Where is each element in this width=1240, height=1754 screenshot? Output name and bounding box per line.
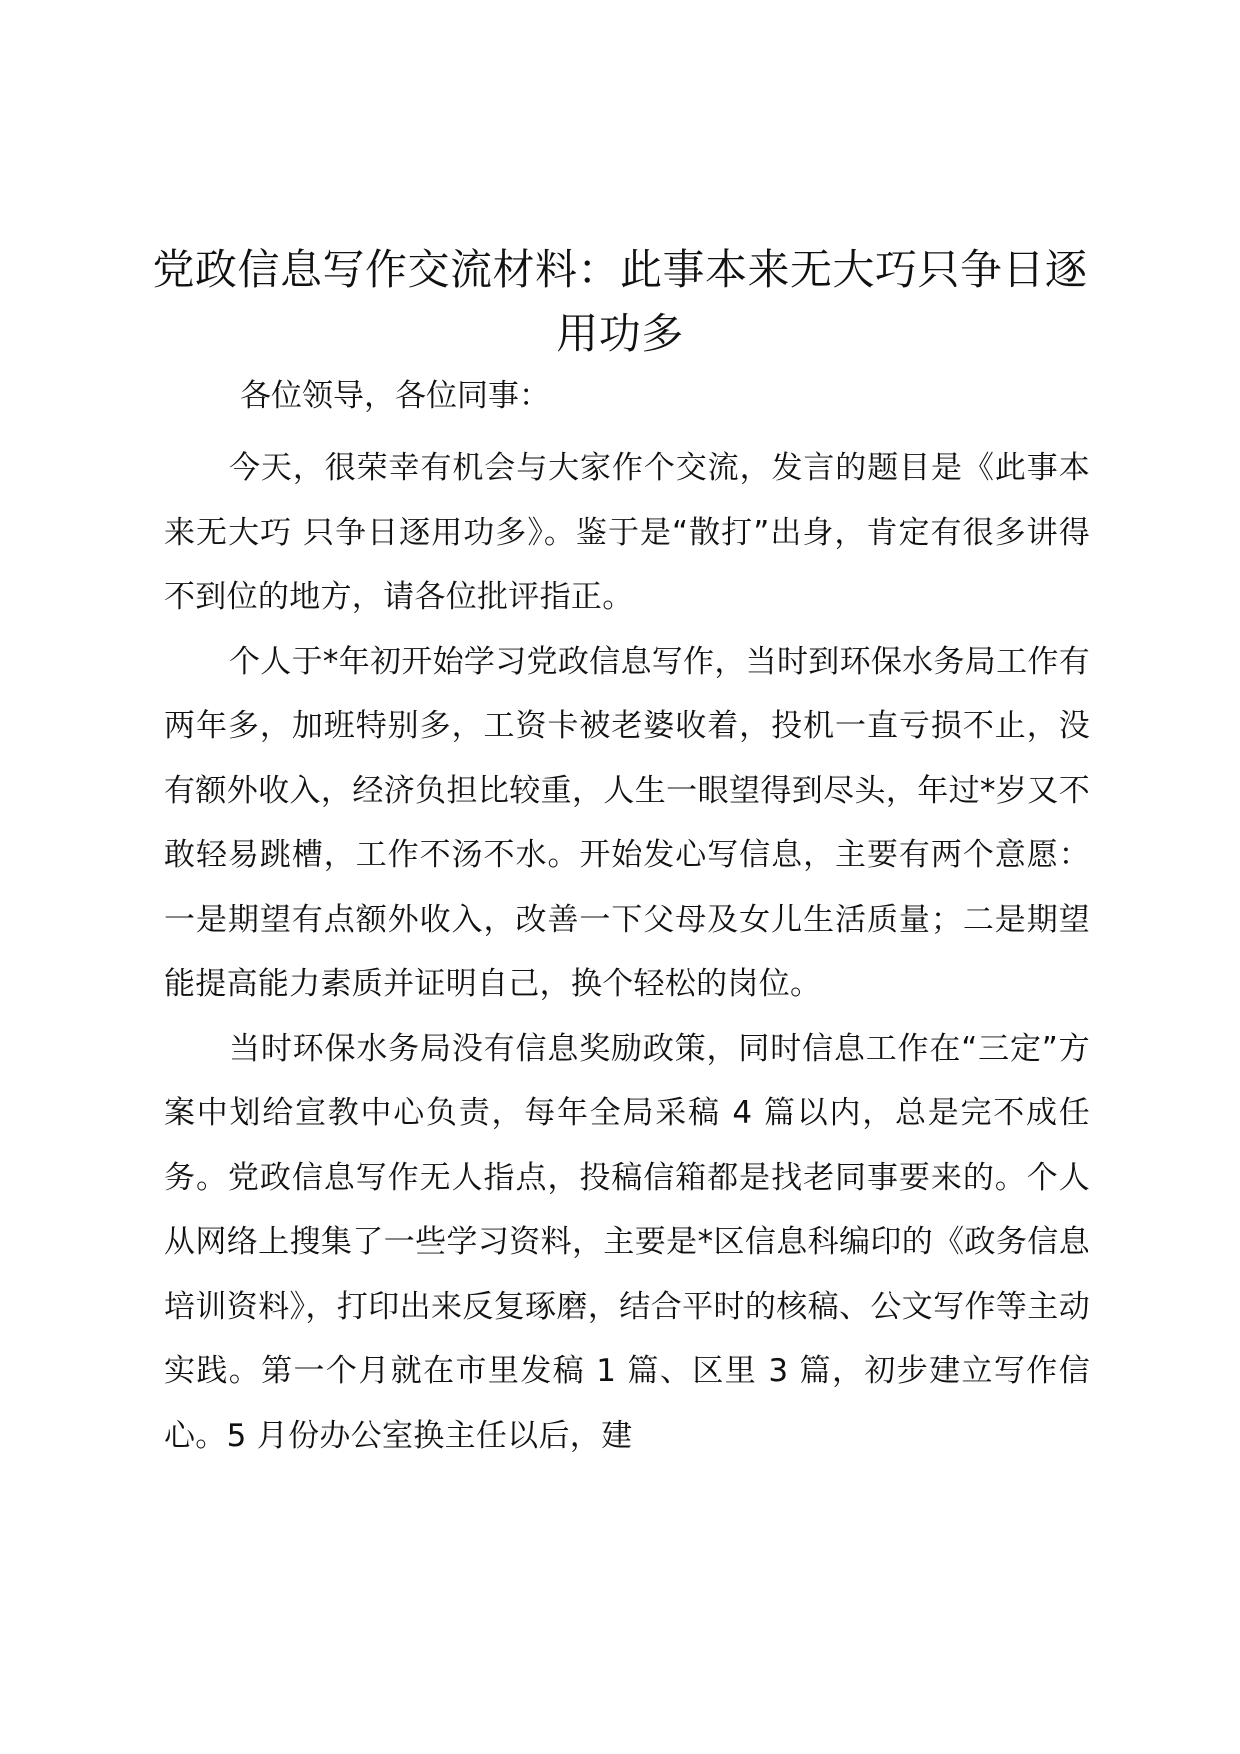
paragraph-intro: 今天，很荣幸有机会与大家作个交流，发言的题目是《此事本来无大巧 只争日逐用功多》。鉴于是“散打”出身，肯定有很多讲得不到位的地方，请各位批评指正。 <box>164 450 1090 615</box>
document-body <box>164 436 1090 1468</box>
paragraph-practice: 当时环保水务局没有信息奖励政策，同时信息工作在“三定”方案中划给宣教中心负责，每年全局采稿 4 篇以内，总是完不成任务。党政信息写作无人指点，投稿信箱都是找老同事要来的。个人从网络上搜集了一些学习资料，主要是*区信息科编印的《政务信息培训资料》，打印出来反复琢磨，结合平时的核稿、公文写作等主动实践。第一个月就在市里发稿 1 篇、区里 3 篇，初步建立写作信心。5 月份办公室换主任以后，建 <box>164 1030 1090 1454</box>
salutation: 各位领导，各位同事： <box>240 378 550 414</box>
document-title: 党政信息写作交流材料：此事本来无大巧只争日逐用功多 <box>152 245 1088 358</box>
paragraph-background: 个人于*年初开始学习党政信息写作，当时到环保水务局工作有两年多，加班特别多，工资卡被老婆收着，投机一直亏损不止，没有额外收入，经济负担比较重，人生一眼望得到尽头，年过*岁又不敢轻易跳槽，工作不汤不水。开始发心写信息，主要有两个意愿：一是期望有点额外收入，改善一下父母及女儿生活质量；二是期望能提高能力素质并证明自己，换个轻松的岗位。 <box>164 643 1090 1002</box>
